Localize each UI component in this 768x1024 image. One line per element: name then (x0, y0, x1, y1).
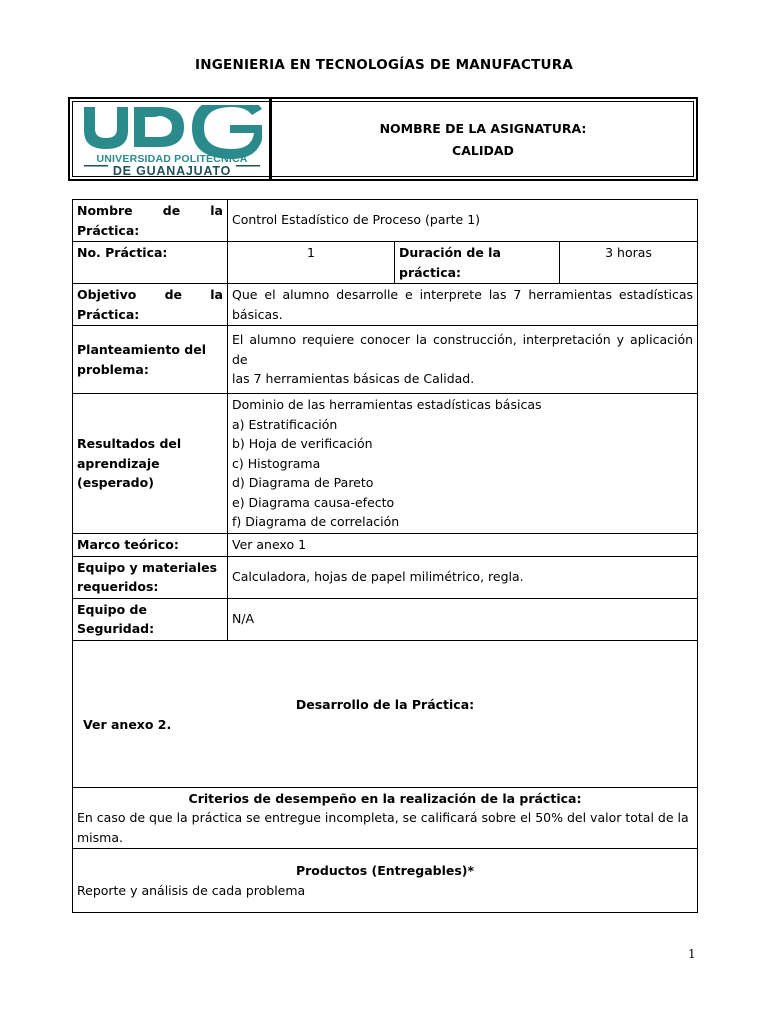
marco-value: Ver anexo 1 (228, 534, 698, 557)
resultados-value (228, 394, 698, 534)
logo-cell (70, 99, 270, 179)
row-no-practica (73, 242, 698, 284)
university-logo (82, 105, 262, 177)
row-seguridad (73, 598, 698, 640)
resultados-item: d) Diagrama de Pareto (232, 475, 374, 490)
subject-value: CALIDAD (452, 143, 514, 158)
planteamiento-label-line2: problema: (77, 361, 149, 377)
equipo-value: Calculadora, hojas de papel milimétrico, regla. (228, 556, 698, 598)
resultados-item: a) Estratificación (232, 416, 338, 432)
productos-value: Reporte y análisis de cada problema (77, 882, 306, 898)
resultados-item: f) Diagrama de correlación (232, 514, 400, 529)
duracion-label: Duración de la práctica: (395, 242, 560, 284)
practice-table (72, 199, 698, 913)
row-productos (73, 849, 698, 913)
duracion-value: 3 horas (560, 242, 698, 284)
row-resultados (73, 394, 698, 534)
criterios-heading: Criterios de desempeño en la realización de la práctica: (188, 790, 582, 806)
seguridad-label: Equipo de Seguridad: (73, 598, 228, 640)
row-planteamiento (73, 326, 698, 394)
objetivo-line2: básicas. (232, 306, 283, 322)
header-divider (269, 99, 272, 179)
equipo-label-line2: requeridos: (77, 579, 159, 594)
logo-line2: DE GUANAJUATO (112, 164, 232, 177)
resultados-label (73, 394, 228, 534)
desarrollo-cell (73, 640, 698, 787)
row-nombre (73, 200, 698, 242)
header-box (68, 97, 698, 181)
no-practica-label: No. Práctica: (73, 242, 228, 284)
criterios-line1: En caso de que la práctica se entregue incompleta, se calificará sobre el 50% del valor total de la (77, 810, 689, 825)
resultados-label-line1: Resultados del (77, 436, 182, 452)
row-desarrollo (73, 640, 698, 787)
planteamiento-label (73, 326, 228, 394)
nombre-label: Nombre de la Práctica: (73, 200, 228, 242)
resultados-label-line2: aprendizaje (77, 455, 160, 471)
objetivo-label: Objetivo de la Práctica: (73, 284, 228, 326)
row-objetivo (73, 284, 698, 326)
desarrollo-value: Ver anexo 2. (83, 716, 172, 732)
desarrollo-heading: Desarrollo de la Práctica: (295, 696, 475, 712)
criterios-line2: misma. (77, 829, 123, 845)
productos-cell (73, 849, 698, 913)
resultados-item: Dominio de las herramientas estadísticas básicas (232, 397, 542, 412)
planteamiento-line2: las 7 herramientas básicas de Calidad. (232, 371, 475, 387)
resultados-item: b) Hoja de verificación (232, 436, 373, 451)
row-equipo (73, 556, 698, 598)
document-title: INGENIERIA EN TECNOLOGÍAS DE MANUFACTURA (195, 57, 573, 73)
seguridad-value: N/A (228, 598, 698, 640)
row-criterios (73, 787, 698, 849)
row-marco (73, 534, 698, 557)
resultados-item: c) Histograma (232, 455, 321, 471)
objetivo-line1: Que el alumno desarrolle e interprete las 7 herramientas estadísticas (232, 287, 694, 302)
logo-line1: UNIVERSIDAD POLITÉCNICA (96, 153, 248, 165)
subject-label: NOMBRE DE LA ASIGNATURA: (379, 121, 587, 136)
marco-label: Marco teórico: (73, 534, 228, 557)
page-number: 1 (688, 947, 696, 961)
resultados-label-line3: (esperado) (77, 475, 154, 491)
nombre-value: Control Estadístico de Proceso (parte 1) (228, 200, 698, 242)
productos-heading: Productos (Entregables)* (295, 863, 475, 878)
resultados-item: e) Diagrama causa-efecto (232, 494, 395, 510)
criterios-cell (73, 787, 698, 849)
subject-cell (270, 99, 696, 179)
no-practica-value: 1 (228, 242, 395, 284)
planteamiento-label-line1: Planteamiento del (77, 342, 206, 357)
equipo-label (73, 556, 228, 598)
objetivo-value (228, 284, 698, 326)
equipo-label-line1: Equipo y materiales (77, 559, 218, 575)
planteamiento-value (228, 326, 698, 394)
planteamiento-line1: El alumno requiere conocer la construcción, interpretación y aplicación de (232, 332, 694, 367)
